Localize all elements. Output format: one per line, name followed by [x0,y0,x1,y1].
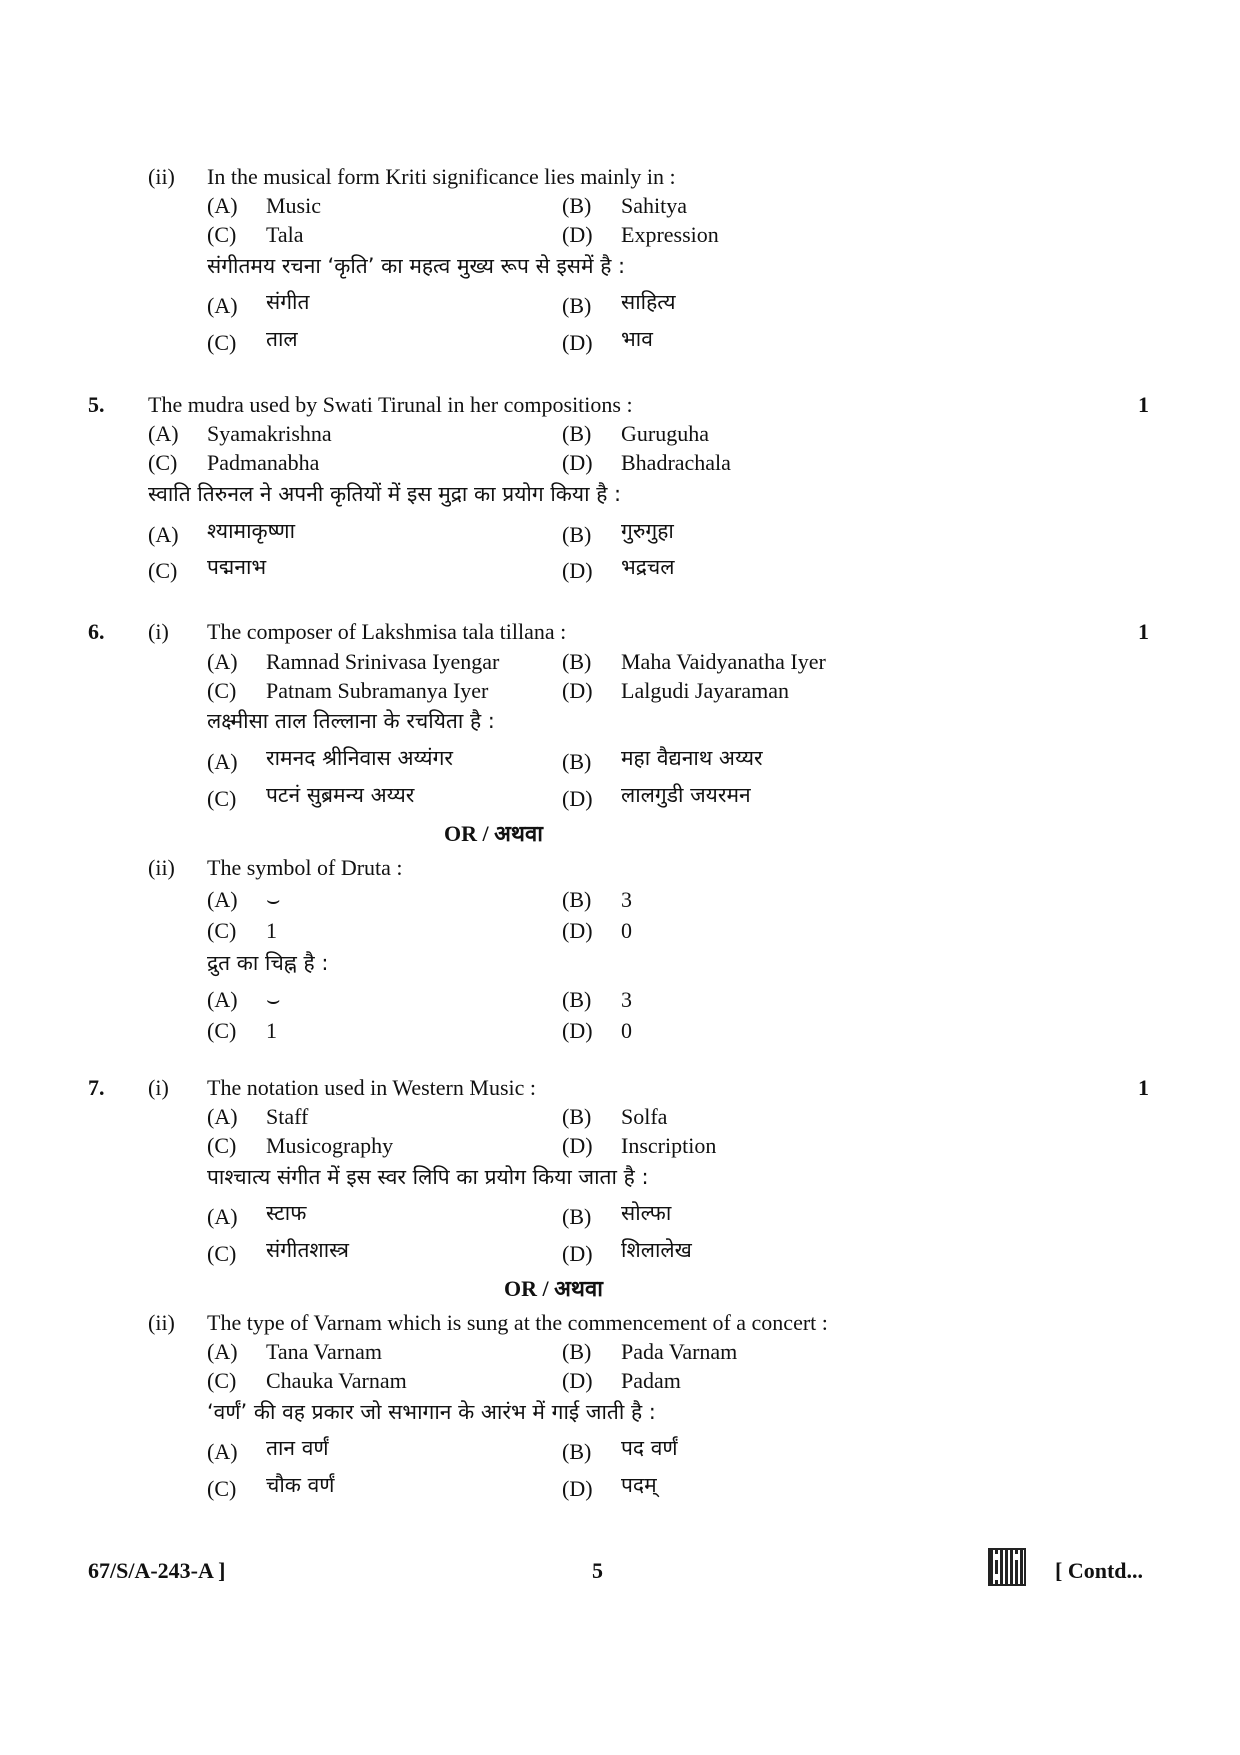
q6ii-opt-a-hi: ⌣ [266,987,281,1012]
q6i-question-en: The composer of Lakshmisa tala tillana : [207,619,567,644]
q7ii-opt-d-label-hi: (D) [562,1476,593,1501]
q7i-opt-b-label: (B) [562,1104,592,1129]
q6i-opt-c-label-hi: (C) [207,786,237,811]
q4ii-opt-c-en: Tala [266,222,304,247]
q6ii-opt-d-hi: 0 [621,1018,632,1043]
page-number: 5 [592,1558,603,1583]
qr-code-icon [988,1548,1026,1586]
q6-or-separator: OR / अथवा [444,821,543,846]
q6i-opt-b-label-hi: (B) [562,749,592,774]
q6-marks: 1 [1138,619,1149,644]
q7ii-opt-d-hi: पदम् [621,1473,657,1497]
q5-number: 5. [88,392,105,417]
q7ii-opt-c-label-hi: (C) [207,1476,237,1501]
q5-opt-b-hi: गुरुगुहा [621,519,674,543]
q6i-opt-a-label-hi: (A) [207,749,238,774]
q7ii-opt-c-hi: चौक वर्णं [266,1473,335,1497]
q5-opt-b-label-hi: (B) [562,522,592,547]
q4ii-opt-a-label-hi: (A) [207,293,238,318]
q7i-number: (i) [148,1075,169,1100]
q6i-opt-b-en: Maha Vaidyanatha Iyer [621,649,826,674]
q6i-opt-c-hi: पटनं सुब्रमन्य अय्यर [266,783,415,807]
q5-opt-d-label: (D) [562,450,593,475]
q7i-opt-b-en: Solfa [621,1104,668,1129]
q7i-opt-a-hi: स्टाफ [266,1201,307,1225]
q7i-opt-c-label-hi: (C) [207,1241,237,1266]
q6ii-opt-b-label: (B) [562,887,592,912]
q4ii-opt-b-label: (B) [562,193,592,218]
q7i-opt-d-en: Inscription [621,1133,717,1158]
q7ii-opt-d-label: (D) [562,1368,593,1393]
q6i-opt-a-hi: रामनद श्रीनिवास अय्यंगर [266,746,453,770]
q6i-opt-b-hi: महा वैद्यनाथ अय्यर [621,746,763,770]
q6ii-opt-c-label-hi: (C) [207,1018,237,1043]
q6i-opt-c-en: Patnam Subramanya Iyer [266,678,489,703]
q6ii-question-en: The symbol of Druta : [207,855,403,880]
q6ii-opt-b-en: 3 [621,887,632,912]
q5-marks: 1 [1138,392,1149,417]
q7ii-opt-b-label: (B) [562,1339,592,1364]
q7ii-opt-a-label-hi: (A) [207,1439,238,1464]
q6ii-opt-a-label: (A) [207,887,238,912]
q6i-question-hi: लक्ष्मीसा ताल तिल्लाना के रचयिता है : [207,709,495,733]
q5-opt-c-label: (C) [148,450,178,475]
q5-opt-a-label-hi: (A) [148,522,179,547]
q4ii-opt-b-label-hi: (B) [562,293,592,318]
q7ii-number: (ii) [148,1310,175,1335]
q7ii-opt-c-label: (C) [207,1368,237,1393]
q6ii-opt-b-label-hi: (B) [562,987,592,1012]
q6-number: 6. [88,619,105,644]
q7ii-opt-d-en: Padam [621,1368,681,1393]
q5-opt-c-en: Padmanabha [207,450,320,475]
q7i-opt-c-en: Musicography [266,1133,394,1158]
q6ii-opt-d-label-hi: (D) [562,1018,593,1043]
q4ii-opt-a-hi: संगीत [266,290,310,314]
q4ii-opt-c-hi: ताल [266,327,298,351]
q7i-opt-d-hi: शिलालेख [621,1238,692,1262]
q7ii-opt-a-label: (A) [207,1339,238,1364]
q5-opt-c-hi: पद्मनाभ [207,555,267,579]
q6ii-opt-c-label: (C) [207,918,237,943]
q7i-question-hi: पाश्चात्य संगीत में इस स्वर लिपि का प्रयोग किया जाता है : [207,1165,649,1189]
q4ii-question-hi: संगीतमय रचना ‘कृति’ का महत्व मुख्य रूप से इसमें है : [207,254,626,278]
q5-question-hi: स्वाति तिरुनल ने अपनी कृतियों में इस मुद्रा का प्रयोग किया है : [148,482,622,506]
q4ii-opt-c-label-hi: (C) [207,330,237,355]
q5-opt-a-label: (A) [148,421,179,446]
q5-question-en: The mudra used by Swati Tirunal in her compositions : [148,392,633,417]
q5-opt-d-label-hi: (D) [562,558,593,583]
q7i-opt-a-label: (A) [207,1104,238,1129]
q7i-question-en: The notation used in Western Music : [207,1075,536,1100]
q7-number: 7. [88,1075,105,1100]
paper-code: 67/S/A-243-A ] [88,1558,226,1583]
q5-opt-d-en: Bhadrachala [621,450,731,475]
q6i-opt-b-label: (B) [562,649,592,674]
q4ii-question-en: In the musical form Kriti significance lies mainly in : [207,164,676,189]
q7i-opt-b-label-hi: (B) [562,1204,592,1229]
q6ii-opt-a-label-hi: (A) [207,987,238,1012]
q6i-opt-c-label: (C) [207,678,237,703]
q6i-opt-a-label: (A) [207,649,238,674]
q7ii-question-en: The type of Varnam which is sung at the commencement of a concert : [207,1310,828,1335]
q4ii-opt-a-en: Music [266,193,321,218]
q4ii-opt-d-label-hi: (D) [562,330,593,355]
q6ii-opt-b-hi: 3 [621,987,632,1012]
q4ii-opt-c-label: (C) [207,222,237,247]
q7i-opt-c-label: (C) [207,1133,237,1158]
q7-or-separator: OR / अथवा [504,1276,603,1301]
q6i-opt-d-hi: लालगुडी जयरमन [621,783,751,807]
q6ii-opt-d-label: (D) [562,918,593,943]
q7ii-question-hi: ‘वर्णं’ की वह प्रकार जो सभागान के आरंभ में गाई जाती है : [207,1400,656,1424]
q7i-opt-a-en: Staff [266,1104,309,1129]
q7ii-opt-b-hi: पद वर्णं [621,1436,678,1460]
q6ii-opt-c-en: 1 [266,918,277,943]
q5-opt-d-hi: भद्रचल [621,555,675,579]
q7ii-opt-a-en: Tana Varnam [266,1339,382,1364]
q7i-opt-d-label-hi: (D) [562,1241,593,1266]
q7ii-opt-c-en: Chauka Varnam [266,1368,407,1393]
q6ii-opt-c-hi: 1 [266,1018,277,1043]
q4ii-opt-a-label: (A) [207,193,238,218]
contd-label: [ Contd... [1055,1558,1144,1583]
q7i-opt-b-hi: सोल्फा [621,1201,672,1225]
q6i-opt-d-label: (D) [562,678,593,703]
q6ii-number: (ii) [148,855,175,880]
q4ii-opt-b-en: Sahitya [621,193,687,218]
q7-marks: 1 [1138,1075,1149,1100]
q4ii-opt-d-label: (D) [562,222,593,247]
q7i-opt-c-hi: संगीतशास्त्र [266,1238,349,1262]
q7i-opt-d-label: (D) [562,1133,593,1158]
q6ii-opt-d-en: 0 [621,918,632,943]
q5-opt-c-label-hi: (C) [148,558,178,583]
q5-opt-b-label: (B) [562,421,592,446]
q6i-opt-d-label-hi: (D) [562,786,593,811]
q5-opt-a-en: Syamakrishna [207,421,332,446]
q5-opt-a-hi: श्यामाकृष्णा [207,519,296,543]
q4ii-opt-b-hi: साहित्य [621,290,676,314]
q4ii-opt-d-en: Expression [621,222,719,247]
q6ii-question-hi: द्रुत का चिह्न है : [207,951,329,975]
q7ii-opt-b-label-hi: (B) [562,1439,592,1464]
q7i-opt-a-label-hi: (A) [207,1204,238,1229]
q5-opt-b-en: Guruguha [621,421,709,446]
q6i-opt-d-en: Lalgudi Jayaraman [621,678,789,703]
q4ii-opt-d-hi: भाव [621,327,653,351]
q7ii-opt-a-hi: तान वर्णं [266,1436,329,1460]
q4ii-number: (ii) [148,164,175,189]
q7ii-opt-b-en: Pada Varnam [621,1339,738,1364]
q6ii-opt-a-en: ⌣ [266,887,281,912]
q6i-opt-a-en: Ramnad Srinivasa Iyengar [266,649,500,674]
q6i-number: (i) [148,619,169,644]
